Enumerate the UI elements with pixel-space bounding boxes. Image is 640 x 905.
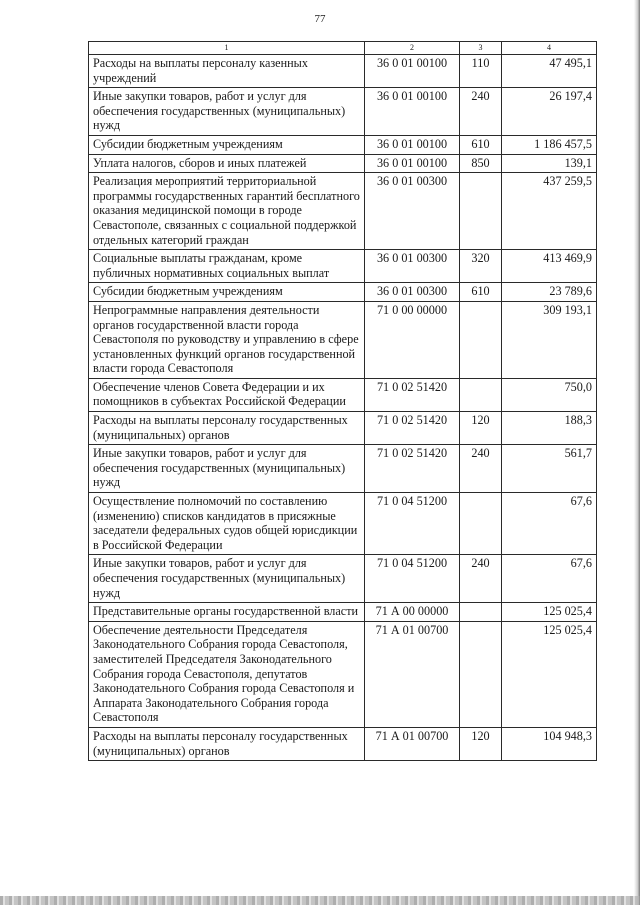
row-code: 71 0 04 51200 [365, 493, 460, 555]
row-type: 610 [460, 135, 502, 154]
page-number: 77 [314, 13, 326, 25]
row-code: 36 0 01 00100 [365, 88, 460, 136]
row-sum: 1 186 457,5 [502, 135, 597, 154]
row-code: 71 0 02 51420 [365, 445, 460, 493]
row-sum: 23 789,6 [502, 283, 597, 302]
scan-edge-right [634, 0, 640, 905]
header-col-code: 2 [365, 42, 460, 55]
header-row [89, 42, 597, 55]
row-name: Расходы на выплаты персоналу государственных (муниципальных) органов [89, 727, 365, 760]
row-name: Расходы на выплаты персоналу государственных (муниципальных) органов [89, 412, 365, 445]
row-code: 36 0 01 00100 [365, 135, 460, 154]
row-type: 240 [460, 555, 502, 603]
row-name: Социальные выплаты гражданам, кроме публичных нормативных социальных выплат [89, 250, 365, 283]
row-name: Субсидии бюджетным учреждениям [89, 283, 365, 302]
row-code: 71 0 02 51420 [365, 412, 460, 445]
row-sum: 67,6 [502, 493, 597, 555]
row-type [460, 603, 502, 622]
table-row [89, 378, 597, 411]
row-code: 71 А 01 00700 [365, 727, 460, 760]
table-row [89, 445, 597, 493]
header-col-name: 1 [89, 42, 365, 55]
row-code: 36 0 01 00300 [365, 283, 460, 302]
row-code: 71 0 04 51200 [365, 555, 460, 603]
row-name: Осуществление полномочий по составлению (изменению) списков кандидатов в присяжные заседатели федеральных судов общей юрисдикции в Российской Федерации [89, 493, 365, 555]
table-row [89, 88, 597, 136]
table-row [89, 154, 597, 173]
header-col-type: 3 [460, 42, 502, 55]
table-row [89, 55, 597, 88]
row-name: Непрограммные направления деятельности органов государственной власти города Севастополя по руководству и управлению в сфере установленных функций органов государственной власти города Севастополя [89, 301, 365, 378]
row-name: Иные закупки товаров, работ и услуг для обеспечения государственных (муниципальных) нужд [89, 555, 365, 603]
row-sum: 139,1 [502, 154, 597, 173]
row-code: 36 0 01 00100 [365, 154, 460, 173]
row-type [460, 173, 502, 250]
table-row [89, 412, 597, 445]
row-code: 36 0 01 00300 [365, 173, 460, 250]
row-type: 610 [460, 283, 502, 302]
row-name: Расходы на выплаты персоналу казенных учреждений [89, 55, 365, 88]
row-name: Обеспечение членов Совета Федерации и их помощников в субъектах Российской Федерации [89, 378, 365, 411]
row-sum: 47 495,1 [502, 55, 597, 88]
row-type: 320 [460, 250, 502, 283]
table-header [89, 42, 597, 55]
row-sum: 188,3 [502, 412, 597, 445]
row-sum: 413 469,9 [502, 250, 597, 283]
budget-table [88, 41, 597, 761]
row-sum: 750,0 [502, 378, 597, 411]
row-sum: 67,6 [502, 555, 597, 603]
row-name: Иные закупки товаров, работ и услуг для обеспечения государственных (муниципальных) нужд [89, 88, 365, 136]
row-code: 71 0 02 51420 [365, 378, 460, 411]
row-type: 110 [460, 55, 502, 88]
table-row [89, 283, 597, 302]
row-sum: 26 197,4 [502, 88, 597, 136]
row-sum: 437 259,5 [502, 173, 597, 250]
table-row [89, 727, 597, 760]
row-type: 240 [460, 88, 502, 136]
row-name: Представительные органы государственной власти [89, 603, 365, 622]
table-row [89, 603, 597, 622]
table-row [89, 621, 597, 727]
row-name: Реализация мероприятий территориальной программы государственных гарантий бесплатного оказания медицинской помощи в городе Севастополе, связанных с социальной поддержкой отдельных категорий граждан [89, 173, 365, 250]
row-name: Иные закупки товаров, работ и услуг для обеспечения государственных (муниципальных) нужд [89, 445, 365, 493]
row-code: 36 0 01 00100 [365, 55, 460, 88]
row-code: 71 А 01 00700 [365, 621, 460, 727]
row-type: 120 [460, 727, 502, 760]
table-row [89, 555, 597, 603]
row-name: Уплата налогов, сборов и иных платежей [89, 154, 365, 173]
row-sum: 309 193,1 [502, 301, 597, 378]
row-type [460, 378, 502, 411]
row-code: 71 0 00 00000 [365, 301, 460, 378]
table-row [89, 173, 597, 250]
row-type: 850 [460, 154, 502, 173]
header-col-sum: 4 [502, 42, 597, 55]
row-code: 36 0 01 00300 [365, 250, 460, 283]
row-type: 240 [460, 445, 502, 493]
table-row [89, 493, 597, 555]
row-name: Субсидии бюджетным учреждениям [89, 135, 365, 154]
row-type [460, 621, 502, 727]
row-code: 71 А 00 00000 [365, 603, 460, 622]
row-sum: 125 025,4 [502, 621, 597, 727]
table-row [89, 301, 597, 378]
row-sum: 561,7 [502, 445, 597, 493]
table-row [89, 250, 597, 283]
row-name: Обеспечение деятельности Председателя Законодательного Собрания города Севастополя, заместителей Председателя Законодательного Собрания города Севастополя, депутатов Законодательного Собрания города Севастополя и Аппарата Законодательного Собрания города Севастополя [89, 621, 365, 727]
table-row [89, 135, 597, 154]
row-type: 120 [460, 412, 502, 445]
row-type [460, 301, 502, 378]
row-type [460, 493, 502, 555]
row-sum: 104 948,3 [502, 727, 597, 760]
scan-edge-bottom [0, 896, 640, 905]
row-sum: 125 025,4 [502, 603, 597, 622]
table-body [89, 55, 597, 761]
